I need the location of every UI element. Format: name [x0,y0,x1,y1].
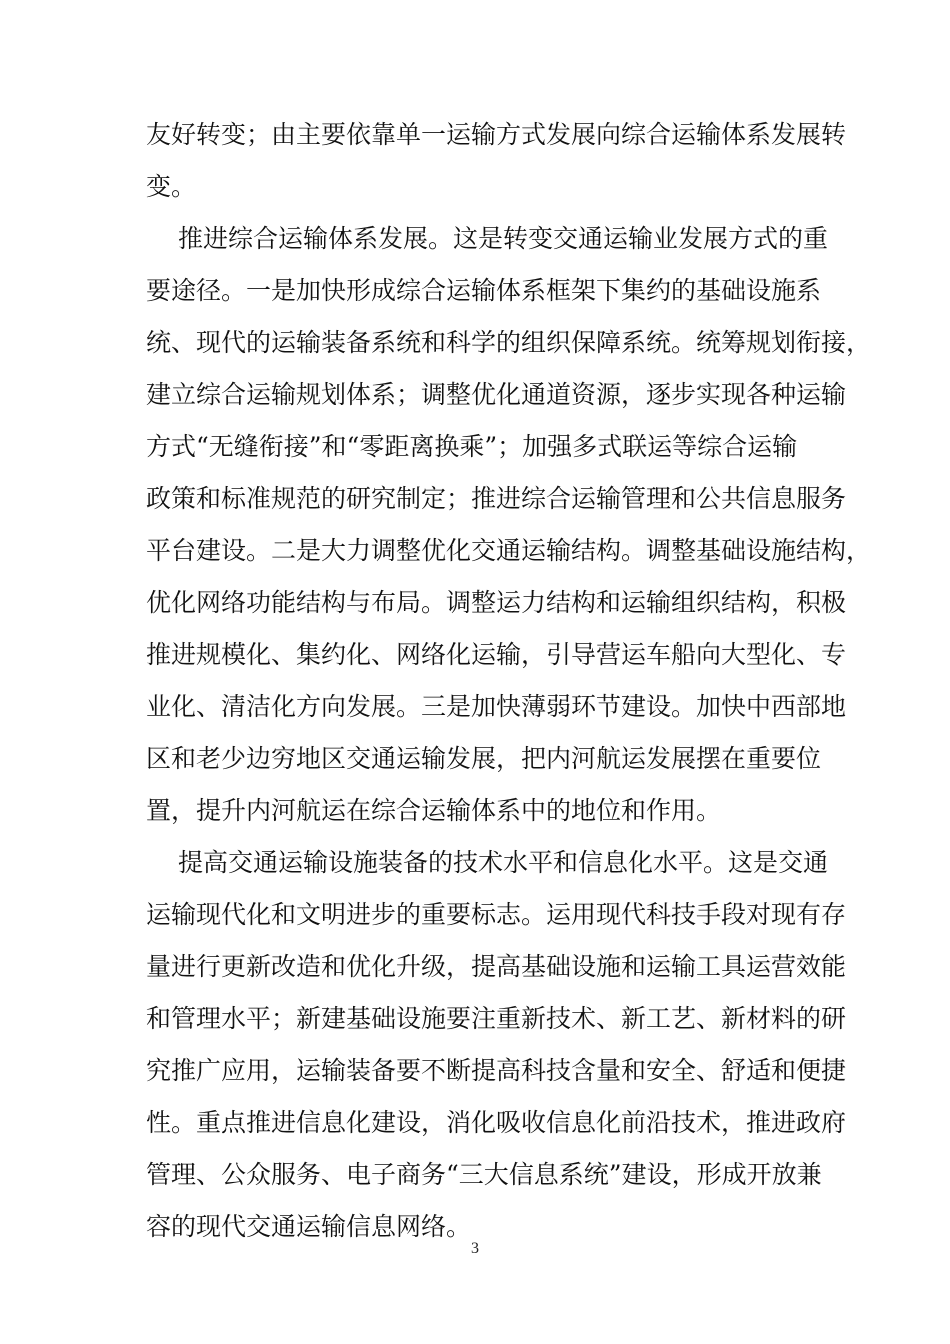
paragraph-first-line: 推进综合运输体系发展。这是转变交通运输业发展方式的重 [178,224,829,253]
text-line: 置，提升内河航运在综合运输体系中的地位和作用。 [146,796,722,825]
text-line: 建立综合运输规划体系；调整优化通道资源，逐步实现各种运输 [146,380,847,409]
text-line: 统、现代的运输装备系统和科学的组织保障系统。统筹规划衔接， [146,328,872,357]
text-line: 政策和标准规范的研究制定；推进综合运输管理和公共信息服务 [146,484,847,513]
text-line: 性。重点推进信息化建设，消化吸收信息化前沿技术，推进政府 [146,1108,847,1137]
text-line: 容的现代交通运输信息网络。 [146,1212,472,1241]
text-line: 要途径。一是加快形成综合运输体系框架下集约的基础设施系 [146,276,822,305]
text-line: 推进规模化、集约化、网络化运输，引导营运车船向大型化、专 [146,640,847,669]
text-line: 区和老少边穷地区交通运输发展，把内河航运发展摆在重要位 [146,744,822,773]
text-line: 究推广应用，运输装备要不断提高科技含量和安全、舒适和便捷 [146,1056,847,1085]
text-line: 方式“无缝衔接”和“零距离换乘”；加强多式联运等综合运输 [146,432,798,461]
text-line: 和管理水平；新建基础设施要注重新技术、新工艺、新材料的研 [146,1004,847,1033]
text-line: 友好转变；由主要依靠单一运输方式发展向综合运输体系发展转 [146,120,847,149]
text-line: 变。 [146,172,197,201]
page-number: 3 [471,1240,479,1257]
text-line: 平台建设。二是大力调整优化交通运输结构。调整基础设施结构， [146,536,872,565]
text-line: 管理、公众服务、电子商务“三大信息系统”建设，形成开放兼 [146,1160,822,1189]
paragraph-first-line: 提高交通运输设施装备的技术水平和信息化水平。这是交通 [178,848,829,877]
text-line: 量进行更新改造和优化升级，提高基础设施和运输工具运营效能 [146,952,847,981]
text-line: 业化、清洁化方向发展。三是加快薄弱环节建设。加快中西部地 [146,692,847,721]
text-line: 运输现代化和文明进步的重要标志。运用现代科技手段对现有存 [146,900,847,929]
text-line: 优化网络功能结构与布局。调整运力结构和运输组织结构，积极 [146,588,847,617]
